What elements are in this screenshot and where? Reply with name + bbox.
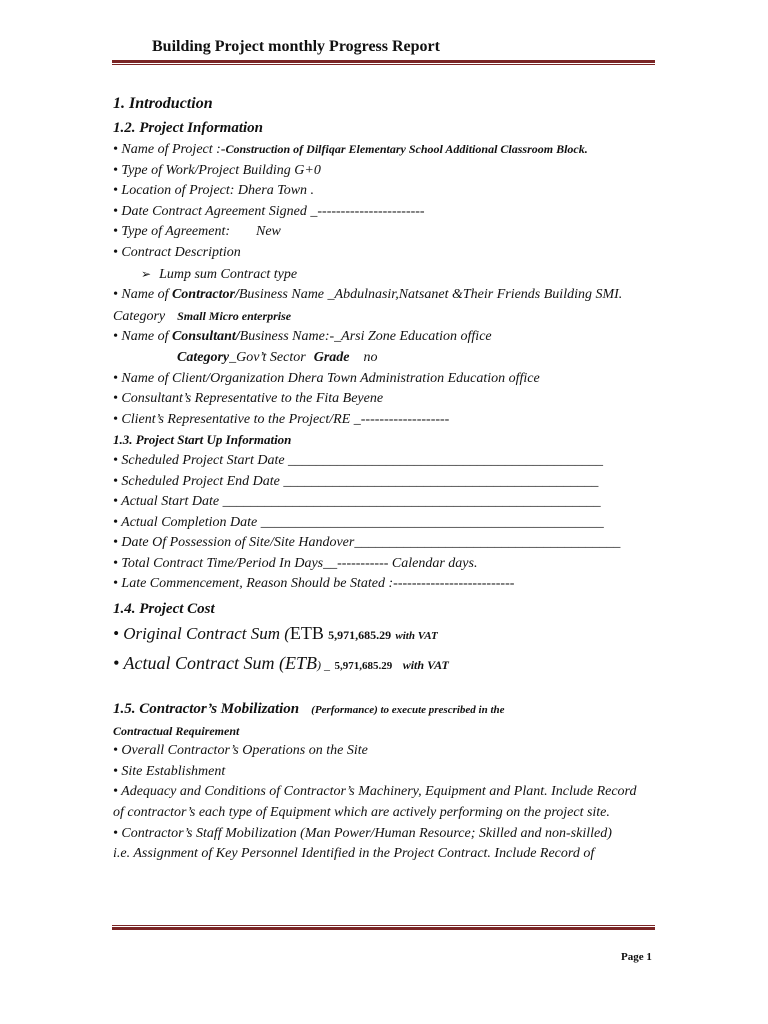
- key-personnel-line: i.e. Assignment of Key Personnel Identified in the Project Contract. Include Record of: [113, 846, 595, 862]
- consultant-representative-line: • Consultant’s Representative to the Fita Beyene: [113, 391, 384, 407]
- header-rule: [112, 60, 655, 65]
- contract-description-line: • Contract Description: [113, 244, 241, 260]
- type-of-agreement-line: • Type of Agreement: New: [113, 224, 281, 240]
- late-commencement-line: • Late Commencement, Reason Should be Stated :--------------------------: [113, 576, 515, 592]
- scheduled-end-line: • Scheduled Project End Date _____________________________________________: [113, 473, 599, 489]
- contractor-name-line: • Name of Contractor/Business Name _Abdulnasir,Natsanet &Their Friends Building SMI.: [113, 287, 623, 303]
- scheduled-start-line: • Scheduled Project Start Date _____________________________________________: [113, 452, 604, 468]
- actual-contract-sum-line: • Actual Contract Sum (ETB) _ 5,971,685.29 with VAT: [113, 653, 449, 674]
- consultant-name-line: • Name of Consultant/Business Name:-_Arsi Zone Education office: [113, 329, 492, 345]
- section-heading-mobilization: 1.5. Contractor’s Mobilization (Performance) to execute prescribed in the: [113, 701, 505, 718]
- overall-operations-line: • Overall Contractor’s Operations on the Site: [113, 743, 368, 759]
- arrow-bullet-icon: ➢: [141, 266, 152, 281]
- actual-contract-sum-value: 5,971,685.29: [334, 660, 393, 673]
- client-representative-line: • Client’s Representative to the Project/RE _-------------------: [113, 411, 450, 427]
- original-contract-sum-line: • Original Contract Sum (ETB 5,971,685.29 with VAT: [113, 623, 438, 644]
- section-heading-introduction: 1. Introduction: [113, 95, 213, 112]
- site-establishment-line: • Site Establishment: [113, 763, 226, 779]
- adequacy-line: • Adequacy and Conditions of Contractor’s Machinery, Equipment and Plant. Include Record: [113, 784, 637, 800]
- total-contract-time-line: • Total Contract Time/Period In Days__----------- Calendar days.: [113, 555, 478, 571]
- document-body: [113, 94, 658, 865]
- project-name-line: • Name of Project :-Construction of Dilfiqar Elementary School Additional Classroom Block.: [113, 142, 588, 157]
- client-name-line: • Name of Client/Organization Dhera Town Administration Education office: [113, 370, 540, 386]
- section-heading-project-information: 1.2. Project Information: [113, 120, 264, 136]
- consultant-category-line: Category_Gov’t Sector Grade no: [177, 349, 378, 365]
- equipment-record-line: of contractor’s each type of Equipment which are actively performing on the project site.: [113, 805, 610, 821]
- mobilization-subheading: Contractual Requirement: [113, 723, 240, 738]
- actual-completion-line: • Actual Completion Date _________________________________________________: [113, 514, 604, 530]
- type-of-work-line: • Type of Work/Project Building G+0: [113, 162, 321, 178]
- section-heading-project-cost: 1.4. Project Cost: [113, 601, 215, 618]
- page-number: Page 1: [621, 951, 652, 963]
- contractor-category-line: Category Small Micro enterprise: [113, 308, 292, 324]
- location-line: • Location of Project: Dhera Town .: [113, 183, 315, 199]
- lump-sum-line: ➢ Lump sum Contract type: [141, 266, 298, 282]
- staff-mobilization-line: • Contractor’s Staff Mobilization (Man Power/Human Resource; Skilled and non-skilled): [113, 825, 612, 841]
- contractor-category-value: Small Micro enterprise: [177, 308, 292, 323]
- type-of-agreement-value: New: [256, 224, 281, 240]
- actual-start-line: • Actual Start Date ______________________________________________________: [113, 494, 601, 510]
- section-heading-startup-information: 1.3. Project Start Up Information: [113, 432, 292, 448]
- footer-rule: [112, 925, 655, 930]
- report-header-title: Building Project monthly Progress Report: [152, 38, 440, 55]
- site-possession-line: • Date Of Possession of Site/Site Handover______________________________________: [113, 535, 621, 551]
- original-contract-sum-value: 5,971,685.29: [328, 628, 392, 643]
- date-signed-line: • Date Contract Agreement Signed _-----------------------: [113, 203, 425, 219]
- project-name-value: Construction of Dilfiqar Elementary School Additional Classroom Block.: [225, 142, 588, 156]
